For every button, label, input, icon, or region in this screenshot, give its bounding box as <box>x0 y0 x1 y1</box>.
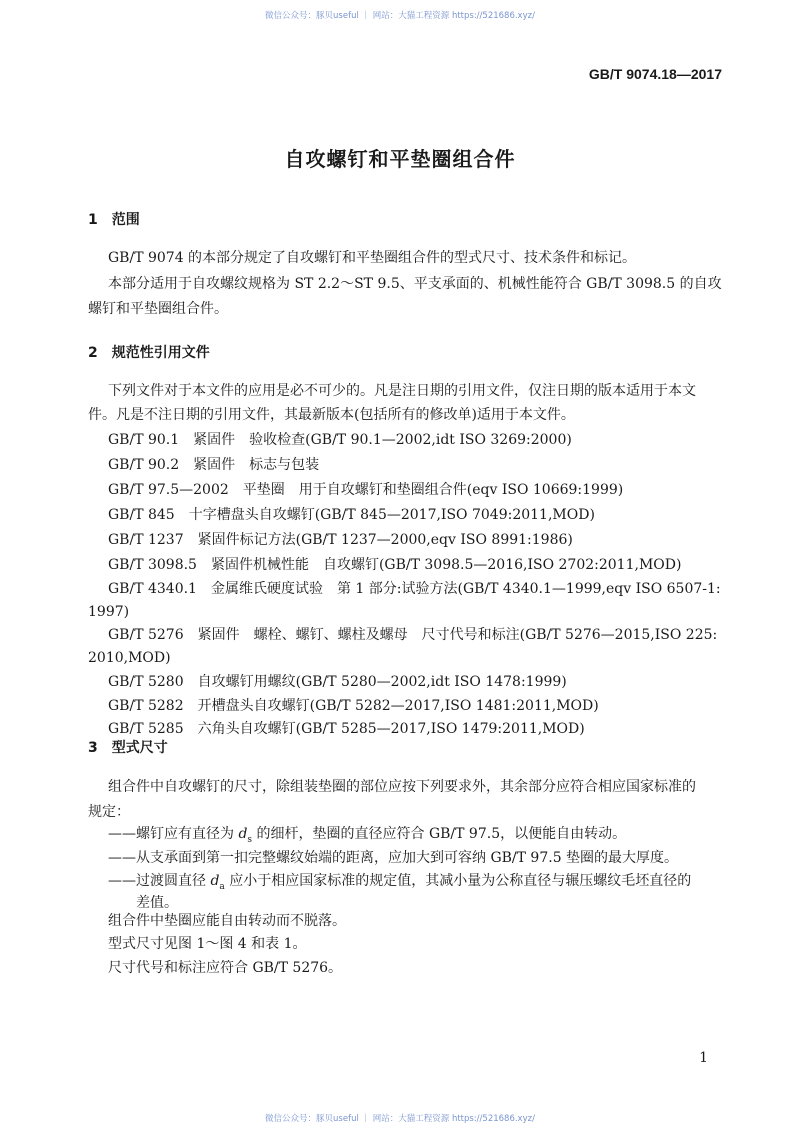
paragraph: GB/T 9074 的本部分规定了自攻螺钉和平垫圈组合件的型式尺寸、技术条件和标记。 <box>108 250 637 266</box>
dash-item: ——从支承面到第一扣完整螺纹始端的距离，应加大到可容纳 GB/T 97.5 垫圈的最大厚度。 <box>108 850 679 866</box>
reference-item-continued: 1997) <box>88 604 130 620</box>
paragraph: 组合件中垫圈应能自由转动而不脱落。 <box>108 913 346 929</box>
section-number: 3 <box>88 740 98 756</box>
dash-item <box>108 872 691 896</box>
section-title: 型式尺寸 <box>111 740 168 756</box>
section-number: 2 <box>88 345 98 361</box>
section-3-heading <box>88 737 182 757</box>
symbol: d <box>238 826 248 842</box>
text: 应小于相应国家标准的规定值，其减小量为公称直径与辗压螺纹毛坯直径的 <box>224 873 692 889</box>
section-title: 范围 <box>111 212 140 228</box>
reference-item: GB/T 97.5—2002 平垫圈 用于自攻螺钉和垫圈组合件(eqv ISO 10669:1999) <box>108 482 624 498</box>
reference-item: GB/T 5285 六角头自攻螺钉(GB/T 5285—2017,ISO 1479:2011,MOD) <box>108 721 585 737</box>
section-number: 1 <box>88 212 98 228</box>
paragraph: 件。凡是不注日期的引用文件，其最新版本(包括所有的修改单)适用于本文件。 <box>88 407 575 423</box>
reference-item: GB/T 5282 开槽盘头自攻螺钉(GB/T 5282—2017,ISO 1481:2011,MOD) <box>108 698 599 714</box>
text: 的细杆，垫圈的直径应符合 GB/T 97.5，以便能自由转动。 <box>252 826 627 842</box>
watermark-top: 微信公众号：豚贝useful ｜ 网站：大猫工程资源 https://521686.xyz/ <box>265 11 535 21</box>
reference-item-continued: 2010,MOD) <box>88 650 171 666</box>
subscript: s <box>247 834 253 845</box>
reference-item: GB/T 90.2 紧固件 标志与包装 <box>108 457 320 473</box>
reference-item: GB/T 5280 自攻螺钉用螺纹(GB/T 5280—2002,idt ISO 1478:1999) <box>108 674 567 690</box>
section-1-heading <box>88 209 154 229</box>
symbol: d <box>210 873 220 889</box>
paragraph: 规定： <box>88 804 130 820</box>
paragraph: 本部分适用于自攻螺纹规格为 ST 2.2～ST 9.5、平支承面的、机械性能符合 GB/T 3098.5 的自攻 <box>108 276 722 292</box>
paragraph: 螺钉和平垫圈组合件。 <box>88 301 228 317</box>
paragraph: 组合件中自攻螺钉的尺寸，除组装垫圈的部位应按下列要求外，其余部分应符合相应国家标准的 <box>108 779 696 795</box>
dash-item <box>108 825 626 849</box>
section-2-heading <box>88 342 224 362</box>
reference-item: GB/T 845 十字槽盘头自攻螺钉(GB/T 845—2017,ISO 7049:2011,MOD) <box>108 507 595 523</box>
text: ——螺钉应有直径为 <box>108 826 239 842</box>
paragraph: 型式尺寸见图 1～图 4 和表 1。 <box>108 936 307 952</box>
reference-item: GB/T 1237 紧固件标记方法(GB/T 1237—2000,eqv ISO 8991:1986) <box>108 532 573 548</box>
reference-item: GB/T 5276 紧固件 螺栓、螺钉、螺柱及螺母 尺寸代号和标注(GB/T 5276—2015,ISO 225: <box>108 627 718 643</box>
text: ——过渡圆直径 <box>108 873 211 889</box>
document-title: 自攻螺钉和平垫圈组合件 <box>284 147 516 171</box>
paragraph: 尺寸代号和标注应符合 GB/T 5276。 <box>108 960 343 976</box>
reference-item: GB/T 4340.1 金属维氏硬度试验 第 1 部分:试验方法(GB/T 4340.1—1999,eqv ISO 6507-1: <box>108 581 721 597</box>
reference-item: GB/T 90.1 紧固件 验收检查(GB/T 90.1—2002,idt ISO 3269:2000) <box>108 432 572 448</box>
watermark-bottom: 微信公众号：豚贝useful ｜ 网站：大猫工程资源 https://521686.xyz/ <box>265 1114 535 1124</box>
paragraph: 下列文件对于本文件的应用是必不可少的。凡是注日期的引用文件，仅注日期的版本适用于本文 <box>108 383 696 399</box>
reference-item: GB/T 3098.5 紧固件机械性能 自攻螺钉(GB/T 3098.5—2016,ISO 2702:2011,MOD) <box>108 557 682 573</box>
subscript: a <box>219 881 225 892</box>
standard-number: GB/T 9074.18—2017 <box>588 66 722 82</box>
dash-item-continued: 差值。 <box>136 895 178 911</box>
page-number: 1 <box>699 1050 708 1066</box>
section-title: 规范性引用文件 <box>111 345 210 361</box>
